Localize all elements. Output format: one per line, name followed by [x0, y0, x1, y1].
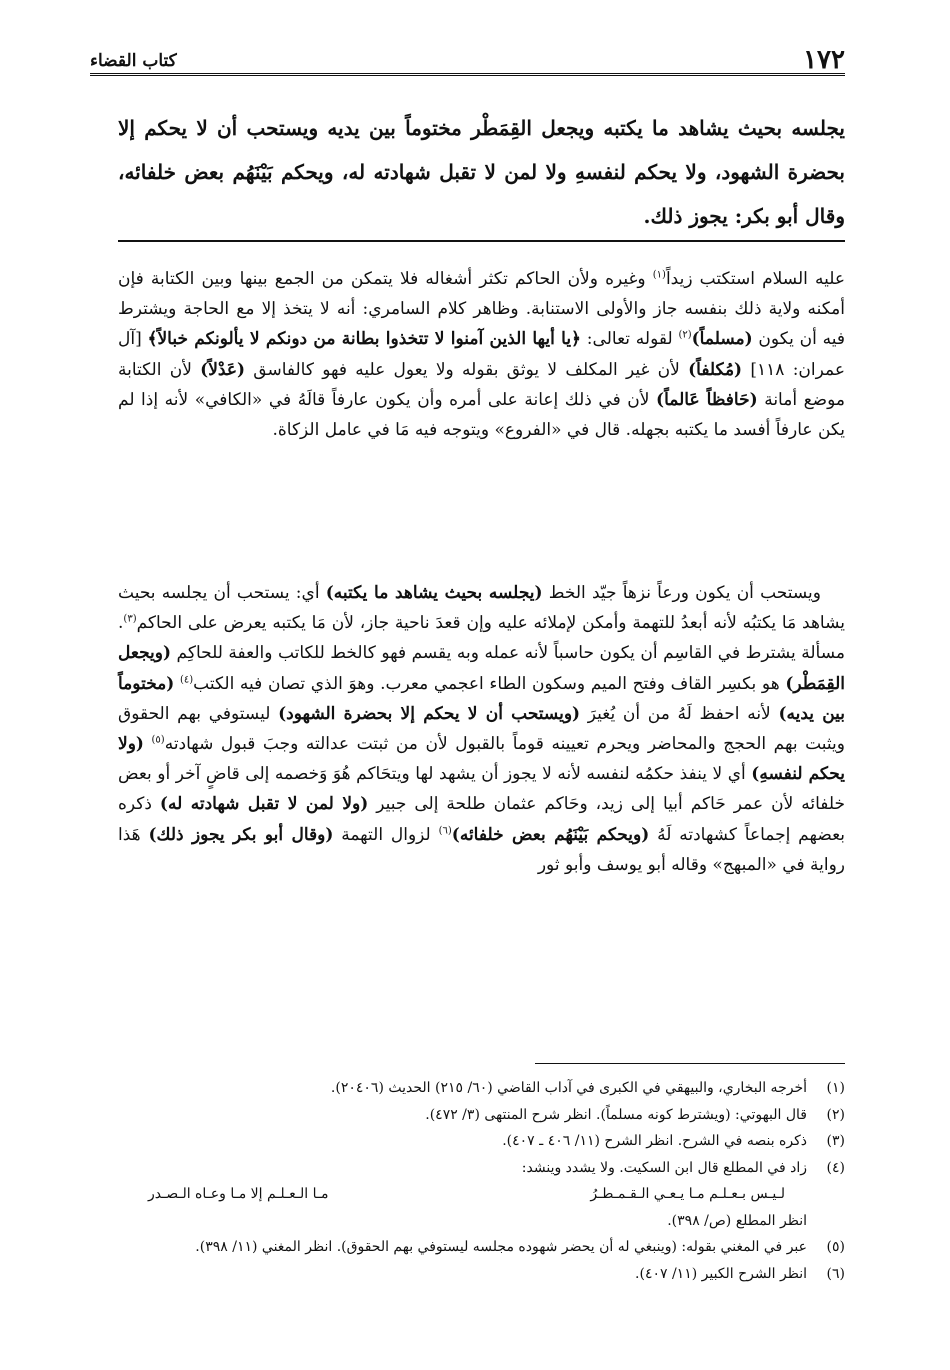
- text-run: لأن الكتابة موضع أمانة: [118, 359, 845, 410]
- footnotes: [118, 1075, 845, 1287]
- verse-source: انظر المطلع (ص/ ٣٩٨).: [667, 1212, 807, 1229]
- commentary-paragraph-2: [118, 578, 845, 880]
- text-run: ذكره بعضهم إجماعاً كشهادته لَهُ: [118, 794, 845, 845]
- footnote-ref[interactable]: (٣): [123, 613, 137, 625]
- text-run: ليستوفي بهم الحقوق ويثبت بهم الحجج والمحاضر ويحرم تعيينه قوماً بالقبول لأن من ثبتت عدالته وجبَ قبول شهادته: [118, 703, 845, 755]
- footnote-ref[interactable]: (٤): [179, 673, 194, 685]
- footnote-text: ذكره بنصه في الشرح. انظر الشرح (١١/ ٤٠٦ ـ ٤٠٧).: [502, 1133, 807, 1149]
- main-text: يجلسه بحيث يشاهد ما يكتبه ويجعل القِمَطْر مختوماً بين يديه ويستحب أن لا يحكم إلا بحضرة الشهود، ولا يحكم لنفسهِ ولا لمن لا تقبل شهادته له، ويحكم بَيْنَهُم بعض خلفائه، وقال أبو بكر: يجوز ذلك.: [118, 116, 845, 228]
- page-number: ١٧٢: [803, 45, 845, 75]
- text-run: [144, 734, 152, 754]
- commentary-paragraph-1: [118, 264, 845, 445]
- text-run: هو بكسِر القاف وفتح الميم وسكون الطاء اعجمي معرب. وهوَ الذي تصان فيه الكتب: [193, 673, 786, 694]
- text-run: لأنه احفظ لَهُ من أن يُغيرَ: [580, 703, 779, 724]
- footnote-number: (٥): [826, 1239, 845, 1255]
- footnote-number: (٦): [826, 1265, 845, 1282]
- header-rule: [90, 73, 845, 76]
- quran-verse: ﴿يا أيها الذين آمنوا لا تتخذوا بطانة من دونكم لا يألونكم خبالاً﴾: [147, 329, 582, 350]
- footnote-ref[interactable]: (٢): [678, 329, 692, 341]
- bold-phrase: (وقال أبو بكر يجوز ذلك): [148, 824, 334, 845]
- page-header: [90, 44, 845, 76]
- footnote-text: انظر الشرح الكبير (١١/ ٤٠٧).: [635, 1265, 807, 1282]
- bold-phrase: (مختوماً بين يديه): [118, 673, 846, 724]
- footnote-number: (٢): [826, 1106, 845, 1123]
- text-run: لأن غير المكلف لا يوثق بقوله ولا يعول عليه فهو كالفاسق: [245, 359, 689, 380]
- footnote-text: قال البهوتي: (ويشترط كونه مسلماً). انظر شرح المنتهى (٣/ ٤٧٢).: [425, 1106, 807, 1123]
- footnote-2: [118, 1102, 845, 1129]
- footnote-text: أخرجه البخاري، والبيهقي في الكبرى في آداب القاضي (٦٠/ ٢١٥) الحديث (٢٠٤٠٦).: [330, 1080, 807, 1096]
- poetry-verse: [118, 1181, 845, 1208]
- bold-phrase: (ويستحب أن لا يحكم إلا بحضرة الشهود): [278, 703, 581, 724]
- text-run: أي: يستحب أن يجلسه بحيث يشاهد مَا يكتبُه لأنه أبعدُ للتهمة وأمكن لإملائه عليه وإن قعدَ ناحية جاز، لأن مَا يكتبه يعرض على الحاكم: [118, 583, 845, 634]
- text-run: . مسألة يشترط في القاسِم أن يكون حاسباً لأنه عمله وبه يقسم فهو كالخط للكاتب والعفة للحاكِم: [118, 613, 845, 664]
- text-run: [آل عمران: ١١٨]: [118, 329, 845, 380]
- verse-hemistich-1: لـيـس بـعـلـم مـا يـعـي الـقـمـطـرُ: [590, 1186, 785, 1202]
- bold-phrase: (ولا يحكم لنفسهِ): [118, 734, 845, 785]
- bold-phrase: (يجلسه بحيث يشاهد ما يكتبه): [325, 583, 543, 603]
- footnote-4: [118, 1155, 845, 1182]
- bold-phrase: (ويحكم بَيْنَهُم بعض خلفائه): [451, 824, 650, 845]
- running-title: كتاب القضاء: [90, 51, 177, 71]
- section-divider: [118, 240, 845, 242]
- footnote-3: [118, 1128, 845, 1155]
- bold-phrase: (عَدْلاً): [200, 359, 246, 380]
- bold-phrase: (مُكلفاً): [688, 359, 743, 380]
- text-run: عليه السلام استكتب زيداً: [665, 269, 845, 289]
- footnote-number: (٣): [826, 1133, 845, 1149]
- footnote-ref[interactable]: (٦): [438, 824, 452, 836]
- footnote-rule: [535, 1063, 845, 1064]
- bold-phrase: (ويجعل القِمَطْر): [118, 643, 846, 694]
- text-run: ويستحب أن يكون ورعاً نزهاً جيّد الخط: [542, 583, 821, 603]
- text-run: هَذا رواية في «المبهج» وقاله أبو يوسف وأبو ثور: [118, 824, 845, 875]
- verse-hemistich-2: مـا الـعـلـم إلا مـا وعـاه الـصـدر: [148, 1186, 329, 1202]
- footnote-text: عبر في المغني بقوله: (وينبغي له أن يحضر شهوده مجلسه ليستوفي بهم الحقوق). انظر المغني (١١/ ٣٩٨).: [195, 1239, 807, 1255]
- text-run: لأن في ذلك إعانة على أمره وأن يكون عارفاً قالَهُ في «الكافي» لأنه إذا لم يكن عارفاً أفسد ما يكتبه بجهله. قال في «الفروع» ويتوجه فيه مَا في عامل الزكاة.: [118, 389, 845, 441]
- bold-phrase: (مسلماً): [691, 329, 753, 350]
- bold-phrase: (حَافظاً عَالماً): [656, 389, 758, 410]
- footnote-1: [118, 1075, 845, 1102]
- text-run: أي لا ينفذ حكمُه لنفسه لأنه لا يجوز أن يشهد لها ويتحَاكم هُوَ وَخصمه إلى قاضٍ آخر أو بعض خلفائه لأن عمر حَاكم أبيا إلى زيد، وحَاكم عثمان طلحة إلى جبير: [118, 764, 845, 815]
- footnote-ref[interactable]: (١): [652, 269, 666, 281]
- footnote-number: (١): [826, 1080, 845, 1096]
- footnote-number: (٤): [826, 1159, 845, 1176]
- text-run: وغيره ولأن الحاكم تكثر أشغاله فلا يتمكن من الجمع بينها وبين الكتابة فإن أمكنه ولاية ذلك بنفسه جاز والأولى الاستنابة. وظاهر كلام السامري: أنه لا يتخذ إلا مع الحاجة ويشترط فيه أن يكون: [118, 269, 845, 350]
- bold-phrase: (ولا لمن لا تقبل شهادته له): [159, 794, 369, 815]
- footnote-6: [118, 1261, 845, 1288]
- text-run: لقوله تعالى:: [581, 329, 679, 350]
- text-run: لزوال التهمة: [333, 824, 439, 845]
- footnote-text: زاد في المطلع قال ابن السكيت. ولا يشدد وينشد:: [521, 1159, 807, 1176]
- footnote-ref[interactable]: (٥): [151, 734, 165, 746]
- footnote-5: [118, 1234, 845, 1261]
